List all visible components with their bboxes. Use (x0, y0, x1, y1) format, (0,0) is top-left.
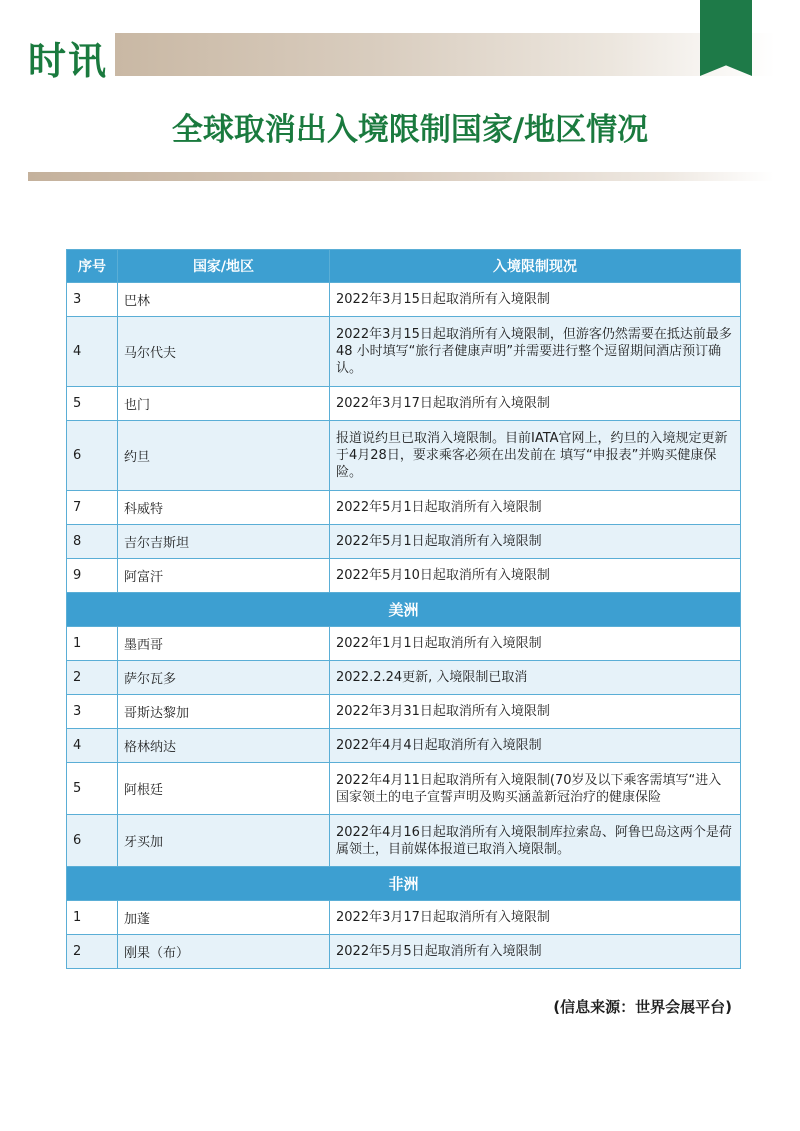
row-number: 8 (67, 525, 118, 559)
table-row (67, 525, 741, 559)
row-status: 2022年4月16日起取消所有入境限制库拉索岛、阿鲁巴岛这两个是荷属领土，目前媒体报道已取消入境限制。 (336, 824, 732, 857)
row-status-cell (330, 283, 741, 317)
row-status-cell (330, 421, 741, 491)
row-status-cell (330, 729, 741, 763)
row-status: 2022年5月10日起取消所有入境限制 (336, 568, 550, 583)
row-country: 阿根廷 (118, 763, 330, 815)
table-header-row (67, 250, 741, 283)
row-status-cell (330, 695, 741, 729)
row-status-cell (330, 491, 741, 525)
row-number: 4 (67, 317, 118, 387)
row-country: 加蓬 (118, 901, 330, 935)
row-status-cell (330, 935, 741, 969)
row-number: 7 (67, 491, 118, 525)
group-title: 美洲 (67, 593, 741, 627)
restrictions-table (66, 249, 741, 969)
row-status-cell (330, 525, 741, 559)
row-number: 1 (67, 901, 118, 935)
header-gradient-bar (115, 33, 775, 76)
table-row (67, 729, 741, 763)
row-number: 2 (67, 935, 118, 969)
row-number: 2 (67, 661, 118, 695)
table-row (67, 695, 741, 729)
row-status: 2022年3月31日起取消所有入境限制 (336, 704, 550, 719)
table-row (67, 317, 741, 387)
row-status: 2022年4月11日起取消所有入境限制(70岁及以下乘客需填写“进入国家领土的电子宣誓声明及购买涵盖新冠治疗的健康保险 (336, 772, 722, 805)
table-row (67, 661, 741, 695)
row-number: 6 (67, 421, 118, 491)
section-tag: 时讯 (28, 39, 109, 83)
title-divider (28, 172, 774, 181)
row-status: 2022年3月17日起取消所有入境限制 (336, 396, 550, 411)
bookmark-ribbon (700, 0, 752, 76)
table-body (67, 283, 741, 969)
table-row (67, 421, 741, 491)
row-country: 萨尔瓦多 (118, 661, 330, 695)
row-number: 1 (67, 627, 118, 661)
row-status: 2022年5月1日起取消所有入境限制 (336, 500, 542, 515)
table-row (67, 491, 741, 525)
row-country: 哥斯达黎加 (118, 695, 330, 729)
row-country: 科威特 (118, 491, 330, 525)
table-row (67, 627, 741, 661)
row-status: 2022年1月1日起取消所有入境限制 (336, 636, 542, 651)
row-country: 墨西哥 (118, 627, 330, 661)
row-number: 9 (67, 559, 118, 593)
source-note: (信息来源：世界会展平台) (553, 998, 732, 1016)
row-status: 2022年3月17日起取消所有入境限制 (336, 910, 550, 925)
table-row (67, 763, 741, 815)
row-status-cell (330, 763, 741, 815)
row-country: 阿富汗 (118, 559, 330, 593)
row-status-cell (330, 815, 741, 867)
row-country: 也门 (118, 387, 330, 421)
table-row (67, 283, 741, 317)
row-status-cell (330, 661, 741, 695)
row-status: 2022年5月5日起取消所有入境限制 (336, 944, 542, 959)
row-status-cell (330, 627, 741, 661)
column-header-status: 入境限制现况 (330, 250, 741, 283)
row-status-cell (330, 317, 741, 387)
table-group-row (67, 867, 741, 901)
row-country: 格林纳达 (118, 729, 330, 763)
row-number: 6 (67, 815, 118, 867)
row-number: 3 (67, 283, 118, 317)
table-row (67, 559, 741, 593)
table-row (67, 901, 741, 935)
row-country: 巴林 (118, 283, 330, 317)
column-header-country: 国家/地区 (118, 250, 330, 283)
row-status-cell (330, 559, 741, 593)
table-row (67, 387, 741, 421)
row-status: 2022年4月4日起取消所有入境限制 (336, 738, 542, 753)
row-status: 2022年3月15日起取消所有入境限制，但游客仍然需要在抵达前最多 48 小时填写“旅行者健康声明”并需要进行整个逗留期间酒店预订确认。 (336, 327, 732, 376)
table-row (67, 935, 741, 969)
row-status: 报道说约旦已取消入境限制。目前IATA官网上，约旦的入境规定更新于4月28日，要求乘客必须在出发前在 填写“申报表”并购买健康保险。 (336, 431, 728, 480)
row-country: 刚果（布） (118, 935, 330, 969)
row-number: 5 (67, 387, 118, 421)
group-title: 非洲 (67, 867, 741, 901)
row-number: 5 (67, 763, 118, 815)
table-row (67, 815, 741, 867)
page-title: 全球取消出入境限制国家/地区情况 (171, 112, 649, 148)
row-status: 2022.2.24更新, 入境限制已取消 (336, 670, 528, 685)
column-header-no: 序号 (67, 250, 118, 283)
row-status-cell (330, 387, 741, 421)
row-number: 3 (67, 695, 118, 729)
table-group-row (67, 593, 741, 627)
row-country: 马尔代夫 (118, 317, 330, 387)
row-country: 约旦 (118, 421, 330, 491)
row-number: 4 (67, 729, 118, 763)
row-status: 2022年5月1日起取消所有入境限制 (336, 534, 542, 549)
row-country: 吉尔吉斯坦 (118, 525, 330, 559)
row-status: 2022年3月15日起取消所有入境限制 (336, 292, 550, 307)
row-country: 牙买加 (118, 815, 330, 867)
row-status-cell (330, 901, 741, 935)
